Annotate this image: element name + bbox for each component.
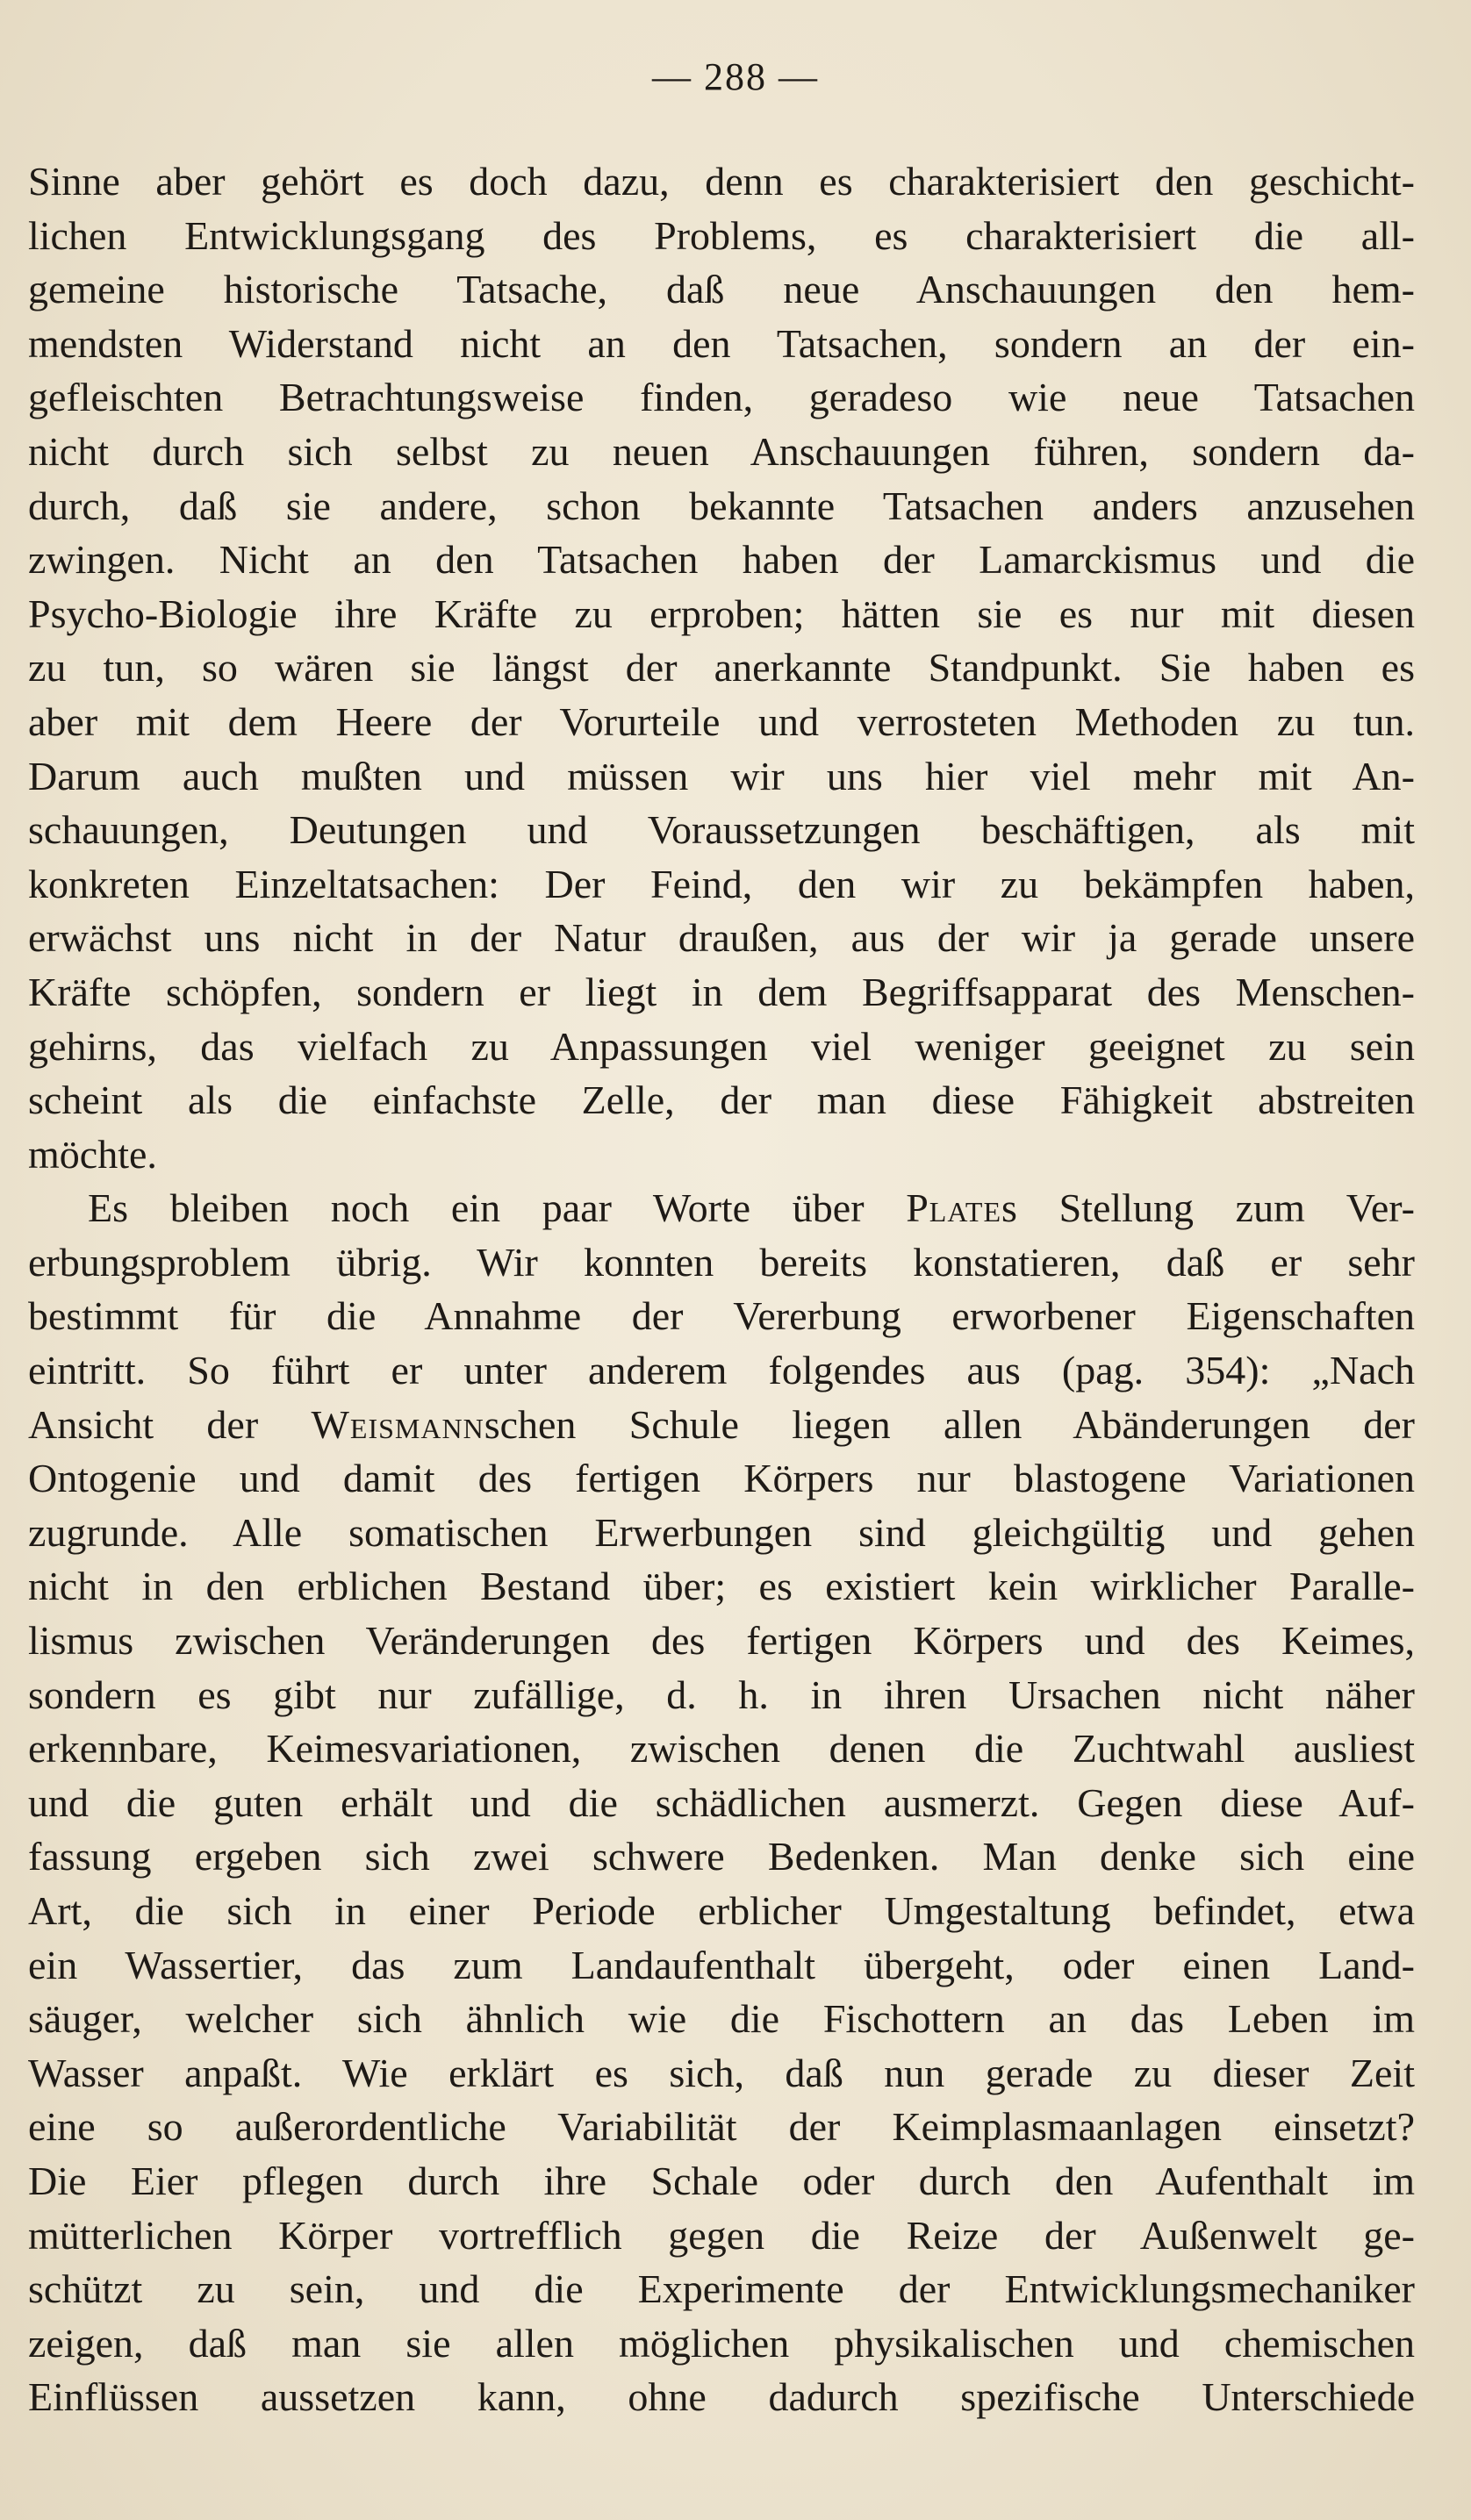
- text-line: erwächst uns nicht in der Natur draußen, aus der wir ja gerade unsere: [28, 915, 1415, 961]
- text-line: eintritt. So führt er unter anderem folgendes aus (pag. 354): „Nach: [28, 1348, 1415, 1393]
- text-line: erkennbare, Keimesvariationen, zwischen denen die Zuchtwahl ausliest: [28, 1726, 1415, 1772]
- text-line: Sinne aber gehört es doch dazu, denn es charakterisiert den geschicht-: [28, 159, 1415, 204]
- text-line: mendsten Widerstand nicht an den Tatsachen, sondern an der ein-: [28, 320, 1415, 366]
- text-line: Kräfte schöpfen, sondern er liegt in dem Begriffsapparat des Menschen-: [28, 969, 1415, 1014]
- text-line: möchte.: [28, 1131, 157, 1177]
- text-line: konkreten Einzeltatsachen: Der Feind, den wir zu bekämpfen haben,: [28, 861, 1415, 906]
- text-line: Die Eier pflegen durch ihre Schale oder durch den Aufenthalt im: [28, 2158, 1415, 2203]
- text-line: lismus zwischen Veränderungen des fertigen Körpers und des Keimes,: [28, 1618, 1415, 1664]
- text-line: zwingen. Nicht an den Tatsachen haben der Lamarckismus und die: [28, 537, 1415, 583]
- text-line: Ontogenie und damit des fertigen Körpers nur blastogene Variationen: [28, 1456, 1415, 1501]
- author-name: Plate: [906, 1185, 1002, 1231]
- text-line: scheint als die einfachste Zelle, der man diese Fähigkeit abstreiten: [28, 1077, 1415, 1123]
- text-line: schauungen, Deutungen und Voraussetzungen beschäftigen, als mit: [28, 807, 1415, 853]
- text-line: sondern es gibt nur zufällige, d. h. in ihren Ursachen nicht näher: [28, 1672, 1415, 1717]
- text-line: fassung ergeben sich zwei schwere Bedenken. Man denke sich eine: [28, 1834, 1415, 1879]
- text-line: Art, die sich in einer Periode erblicher Umgestaltung befindet, etwa: [28, 1888, 1415, 1933]
- text-line: durch, daß sie andere, schon bekannte Tatsachen anders anzusehen: [28, 483, 1415, 528]
- text-line: bestimmt für die Annahme der Vererbung erworbener Eigenschaften: [28, 1293, 1415, 1339]
- text-line: gehirns, das vielfach zu Anpassungen viel weniger geeignet zu sein: [28, 1023, 1415, 1069]
- text-line: mütterlichen Körper vortrefflich gegen die Reize der Außenwelt ge-: [28, 2212, 1415, 2258]
- text-line: schützt zu sein, und die Experimente der Entwicklungsmechaniker: [28, 2266, 1415, 2312]
- text-line: nicht durch sich selbst zu neuen Anschauungen führen, sondern da-: [28, 428, 1415, 474]
- text-line: Es bleiben noch ein paar Worte über Plates Stellung zum Ver-: [88, 1185, 1415, 1231]
- text-line: lichen Entwicklungsgang des Problems, es charakterisiert die all-: [28, 212, 1415, 258]
- text-line: zeigen, daß man sie allen möglichen physikalischen und chemischen: [28, 2320, 1415, 2366]
- author-name: Weismann: [311, 1401, 484, 1447]
- text-line: Einflüssen aussetzen kann, ohne dadurch spezifische Unterschiede: [28, 2374, 1415, 2420]
- text-line: gemeine historische Tatsache, daß neue Anschauungen den hem-: [28, 267, 1415, 312]
- text-line: eine so außerordentliche Variabilität der Keimplasmaanlagen einsetzt?: [28, 2104, 1415, 2150]
- text-line: zu tun, so wären sie längst der anerkannte Standpunkt. Sie haben es: [28, 645, 1415, 691]
- page-number: — 288 —: [652, 55, 819, 98]
- text-line: Wasser anpaßt. Wie erklärt es sich, daß nun gerade zu dieser Zeit: [28, 2050, 1415, 2095]
- text-line: zugrunde. Alle somatischen Erwerbungen sind gleichgültig und gehen: [28, 1509, 1415, 1555]
- text-line: säuger, welcher sich ähnlich wie die Fischottern an das Leben im: [28, 1996, 1415, 2042]
- text-line: aber mit dem Heere der Vorurteile und verrosteten Methoden zu tun.: [28, 698, 1415, 744]
- text-line: erbungsproblem übrig. Wir konnten bereits konstatieren, daß er sehr: [28, 1239, 1415, 1285]
- text-line: Psycho-Biologie ihre Kräfte zu erproben; hätten sie es nur mit diesen: [28, 591, 1415, 636]
- text-line: gefleischten Betrachtungsweise finden, geradeso wie neue Tatsachen: [28, 375, 1415, 420]
- text-line: Ansicht der Weismannschen Schule liegen allen Abänderungen der: [28, 1401, 1415, 1447]
- body-text: [28, 154, 1415, 2424]
- text-line: nicht in den erblichen Bestand über; es existiert kein wirklicher Paralle-: [28, 1564, 1415, 1609]
- text-line: Darum auch mußten und müssen wir uns hier viel mehr mit An-: [28, 753, 1415, 798]
- text-line: und die guten erhält und die schädlichen ausmerzt. Gegen diese Auf-: [28, 1779, 1415, 1825]
- text-line: ein Wassertier, das zum Landaufenthalt übergeht, oder einen Land-: [28, 1942, 1415, 1987]
